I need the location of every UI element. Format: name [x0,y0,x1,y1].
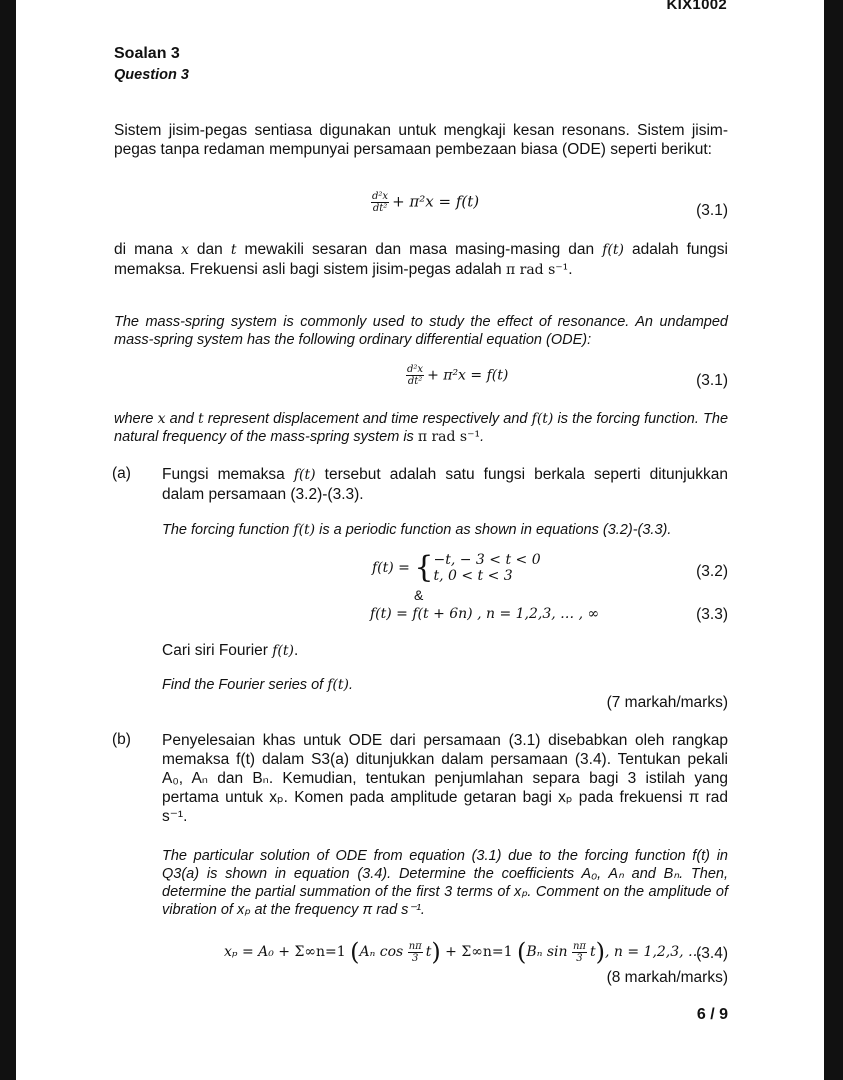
part-a-label: (a) [112,465,131,482]
fraction-denominator: dt² [372,203,388,214]
text-run: Cari siri Fourier [162,642,273,659]
math-ft: f(t) [327,677,349,693]
equation-number-3-2: (3.2) [696,563,728,580]
case-2: t, 0 < t < 3 [433,568,513,584]
equation-3-1-en [406,364,508,387]
math-t: t [230,242,237,258]
text-run: adalah fungsi memaksa. Frekuensi asli bagi sistem jisim-pegas adalah [114,241,728,278]
case-1: −t, − 3 < t < 0 [433,552,541,568]
text-run: . [293,642,299,659]
math-x: x [157,411,166,427]
equation-number-3-1-en: (3.1) [696,372,728,389]
equation-3-2 [372,552,541,584]
paren-open: ( [517,938,527,966]
part-a-text-en [162,521,728,539]
math-frequency: π rad s⁻¹ [505,262,569,278]
intro-paragraph-en: The mass-spring system is commonly used to study the effect of resonance. An undamped mass-spring system has the following ordinary differential equation (ODE): [114,314,728,348]
text-run: represent displacement and time respectively and [203,411,532,427]
intro-paragraph-ms: Sistem jisim-pegas sentiasa digunakan untuk mengkaji kesan resonans. Sistem jisim-pegas tanpa redaman mempunyai persamaan pembezaan biasa (ODE) seperti berikut: [114,122,728,158]
equation-number-3-4: (3.4) [696,945,728,962]
question-title-ms: Soalan 3 [114,45,180,62]
derivative-fraction [406,364,424,387]
text-run: is the forcing function. The natural frequency of the mass-spring system is [114,411,729,445]
fraction-denominator: dt² [407,376,423,387]
fraction-numerator: d²x [407,364,424,375]
part-b-marks: (8 markah/marks) [606,969,728,986]
ampersand: & [414,587,424,603]
part-b-label: (b) [112,731,131,748]
piecewise-cases [433,552,540,584]
equation-3-4 [224,938,702,966]
part-a-task-ms [162,641,728,661]
equation-3-1-ms [371,191,479,214]
exam-page [16,0,824,1080]
derivative-fraction [371,191,389,214]
left-brace: { [414,550,434,585]
cos-term: Aₙ cos [359,944,404,960]
part-a-text-ms [162,465,728,504]
sin-term: Bₙ sin [526,944,568,960]
fraction-denominator: 3 [576,952,583,964]
text-run: . [348,677,353,693]
equation-number-3-1-ms: (3.1) [696,202,728,219]
text-run: mewakili sesaran dan masa masing-masing dan [236,241,603,258]
math-frequency: π rad s⁻¹ [417,429,481,445]
text-run: where [114,411,158,427]
text-run: . [480,429,485,445]
equation-3-3: f(t) = f(t + 6n) , n = 1,2,3, … , ∞ [370,606,600,622]
text-run: Find the Fourier series of [162,677,328,693]
math-x: x [180,242,189,258]
equation-number-3-3: (3.3) [696,606,728,623]
paren-close: ) [595,938,605,966]
paren-open: ( [350,938,360,966]
part-a-marks: (7 markah/marks) [606,694,728,711]
math-ft: f(t) [602,242,624,258]
text-run: Fungsi memaksa [162,466,294,483]
time-variable: t [589,944,596,960]
fraction-denominator: 3 [412,952,419,964]
fraction-numerator: d²x [372,191,389,202]
text-run: . [568,261,573,278]
fraction-numerator: nπ [408,940,422,952]
equation-rest: + π²x = f(t) [392,192,480,211]
equation-rest: + π²x = f(t) [427,367,509,384]
angle-fraction [572,941,587,964]
text-run: The forcing function [162,522,294,538]
text-run: di mana [114,241,181,258]
angle-fraction [408,941,423,964]
part-b-text-en: The particular solution of ODE from equation (3.1) due to the forcing function f(t) in Q3(a) is shown in equation (3.4). Determine the coefficients A₀, Aₙ and Bₙ. Then, determine the partial summation of the first 3 terms of xₚ. Comment on the amplitude of vibration of xₚ at the frequency π rad s⁻¹. [162,848,728,918]
text-run: and [165,411,199,427]
text-run: tersebut adalah satu fungsi berkala seperti ditunjukkan dalam persamaan (3.2)-(3.3). [162,466,728,503]
where-paragraph-en [114,410,728,446]
plus-sign: + [440,944,462,960]
text-run: is a periodic function as shown in equations (3.2)-(3.3). [315,522,672,538]
summation-2: Σ∞n=1 [461,944,513,960]
math-ft: f(t) [531,411,554,427]
paren-close: ) [431,938,441,966]
where-paragraph-ms [114,240,728,280]
summation-1: Σ∞n=1 [294,944,346,960]
part-a-task-en [162,676,728,694]
part-b-text-ms: Penyelesaian khas untuk ODE dari persamaan (3.1) disebabkan oleh rangkap memaksa f(t) dalam S3(a) ditunjukkan dalam persamaan (3.4). Tentukan pekali A₀, Aₙ dan Bₙ. Kemudian, tentukan penjumlahan separa bagi 3 istilah yang pertama untuk xₚ. Komen pada amplitude getaran bagi xₚ pada frekuensi π rad s⁻¹. [162,732,728,825]
math-ft: f(t) [293,522,316,538]
question-title-en: Question 3 [114,67,189,83]
math-ft: f(t) [293,467,316,483]
equation-tail: , n = 1,2,3, … [604,944,703,960]
page-number: 6 / 9 [696,1006,728,1023]
time-variable: t [425,944,432,960]
text-run: dan [188,241,231,258]
equation-lhs: xₚ = A₀ + [224,944,295,960]
course-code: KIX1002 [666,0,727,13]
math-ft: f(t) [272,643,294,659]
fraction-numerator: nπ [572,940,586,952]
piecewise-lhs: f(t) = [372,560,410,576]
math-t: t [198,411,204,427]
